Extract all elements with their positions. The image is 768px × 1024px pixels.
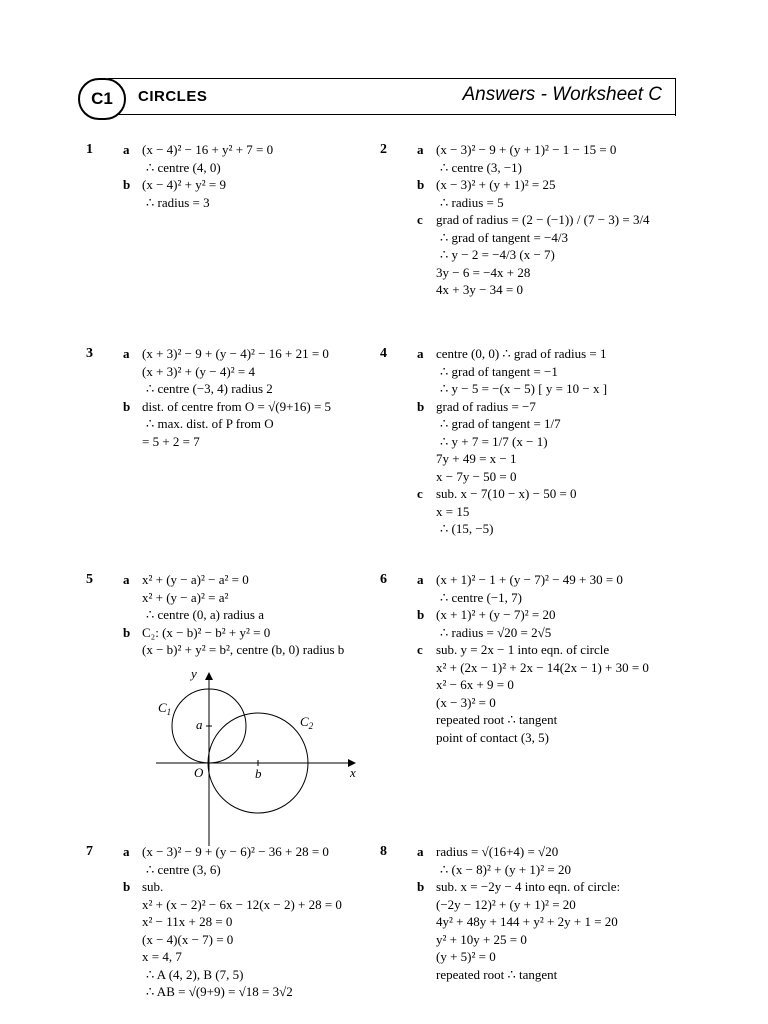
answer-line: ∴ (x − 8)² + (y + 1)² = 20 <box>440 861 571 877</box>
answer-line: y² + 10y + 25 = 0 <box>436 931 527 947</box>
label-origin: O <box>194 765 204 780</box>
question-number: 2 <box>380 142 387 157</box>
answer-line: ∴ radius = 3 <box>146 194 210 210</box>
answer-line: 4y² + 48y + 144 + y² + 2y + 1 = 20 <box>436 914 618 929</box>
answer-line: 4x + 3y − 34 = 0 <box>436 282 523 297</box>
answer-line: ∴ radius = 5 <box>440 194 504 210</box>
y-axis-arrow <box>205 672 213 680</box>
answer-line: ∴ grad of tangent = 1/7 <box>440 416 561 431</box>
answer-line: ∴ centre (4, 0) <box>146 159 221 175</box>
part-label: a <box>417 346 424 361</box>
answer-line: (x − b)² + y² = b², centre (b, 0) radius b <box>142 642 345 657</box>
answer-line: ∴ radius = √20 = 2√5 <box>440 624 552 640</box>
label-x: x <box>350 765 356 780</box>
answer-line: (x + 3)² − 9 + (y − 4)² − 16 + 21 = 0 <box>142 346 329 361</box>
answer-line: ∴ (15, −5) <box>440 521 494 536</box>
part-label: b <box>417 177 425 192</box>
answer-line: x² + (x − 2)² − 6x − 12(x − 2) + 28 = 0 <box>142 896 342 912</box>
answer-line: repeated root ∴ tangent <box>436 966 558 982</box>
answer-line: x − 7y − 50 = 0 <box>436 468 517 484</box>
answer-line: x = 4, 7 <box>142 949 182 964</box>
part-label: b <box>417 398 425 414</box>
answer-line: ∴ centre (−1, 7) <box>440 589 523 605</box>
answer-line: ∴ grad of tangent = −1 <box>440 363 558 379</box>
answer-line: point of contact (3, 5) <box>436 729 549 745</box>
header-top-rule <box>108 78 676 79</box>
answer-line: ∴ max. dist. of P from O <box>146 416 274 431</box>
answer-line: x² − 6x + 9 = 0 <box>436 677 514 692</box>
part-label: b <box>417 607 425 622</box>
answer-line: ∴ centre (3, −1) <box>440 159 523 175</box>
label-b: b <box>255 766 262 781</box>
answer-line: ∴ AB = √(9+9) = √18 = 3√2 <box>146 984 293 999</box>
answer-line: x² + (y − a)² − a² = 0 <box>142 572 249 587</box>
part-label: a <box>417 572 424 587</box>
answer-line: (x + 1)² − 1 + (y − 7)² − 49 + 30 = 0 <box>436 572 623 587</box>
answer-line: 7y + 49 = x − 1 <box>436 451 517 466</box>
part-label: c <box>417 642 423 657</box>
label-a: a <box>196 717 203 732</box>
part-label: b <box>123 624 131 640</box>
part-label: a <box>417 142 424 157</box>
question-number: 1 <box>86 142 93 157</box>
answer-line: (x − 3)² − 9 + (y − 6)² − 36 + 28 = 0 <box>142 844 329 859</box>
label-y: y <box>191 666 197 681</box>
answer-line: (x + 3)² + (y − 4)² = 4 <box>142 363 255 379</box>
part-label: a <box>417 844 424 859</box>
answer-line: 3y − 6 = −4x + 28 <box>436 264 531 280</box>
answer-line: radius = √(16+4) = √20 <box>436 844 559 859</box>
answer-line: sub. x − 7(10 − x) − 50 = 0 <box>436 486 577 501</box>
part-label: a <box>123 572 130 587</box>
answer-line: repeated root ∴ tangent <box>436 712 558 727</box>
answer-line: (x − 3)² − 9 + (y + 1)² − 1 − 15 = 0 <box>436 142 617 157</box>
chapter-badge: C1 <box>78 78 126 120</box>
part-label: a <box>123 346 130 361</box>
answer-line: C₂: (x − b)² − b² + y² = 0 <box>142 624 271 640</box>
answer-line: x² − 11x + 28 = 0 <box>142 914 233 929</box>
label-c1: $C_1$ <box>158 700 172 717</box>
question-number: 5 <box>86 572 93 587</box>
answer-line: (−2y − 12)² + (y + 1)² = 20 <box>436 896 576 912</box>
answer-line: ∴ y − 2 = −4/3 (x − 7) <box>440 247 555 262</box>
question-number: 6 <box>380 572 387 587</box>
part-label: c <box>417 212 423 227</box>
answer-line: (x − 4)² + y² = 9 <box>142 177 226 192</box>
part-label: a <box>123 142 130 157</box>
answer-line: (x − 3)² + (y + 1)² = 25 <box>436 177 556 192</box>
part-label: c <box>417 486 423 501</box>
worksheet-title: Answers - Worksheet C <box>462 84 662 105</box>
answer-line: (y + 5)² = 0 <box>436 949 496 964</box>
answer-line: ∴ centre (−3, 4) radius 2 <box>146 381 273 396</box>
answer-line: ∴ y + 7 = 1/7 (x − 1) <box>440 433 548 449</box>
answer-line: dist. of centre from O = √(9+16) = 5 <box>142 398 332 414</box>
worksheet-header <box>78 78 676 116</box>
answer-line: grad of radius = (2 − (−1)) / (7 − 3) = 3/4 <box>436 212 650 227</box>
answer-line: (x − 4)(x − 7) = 0 <box>142 931 234 947</box>
part-label: b <box>417 879 425 894</box>
answer-line: grad of radius = −7 <box>436 398 536 414</box>
question-number: 4 <box>380 346 387 361</box>
topic-title: CIRCLES <box>138 88 208 105</box>
answer-line: centre (0, 0) ∴ grad of radius = 1 <box>436 346 607 361</box>
answer-line: (x − 4)² − 16 + y² + 7 = 0 <box>142 142 274 157</box>
answer-line: ∴ A (4, 2), B (7, 5) <box>146 966 244 982</box>
header-bottom-rule <box>108 114 676 115</box>
answer-line: sub. y = 2x − 1 into eqn. of circle <box>436 642 610 657</box>
answer-line: ∴ grad of tangent = −4/3 <box>440 229 568 245</box>
part-label: b <box>123 398 131 414</box>
question-number: 8 <box>380 844 387 859</box>
answer-line: (x − 3)² = 0 <box>436 694 496 710</box>
circles-diagram <box>150 664 370 848</box>
answer-line: ∴ centre (0, a) radius a <box>146 607 264 622</box>
header-right-rule <box>675 78 676 116</box>
question-number: 7 <box>86 844 93 859</box>
answer-line: sub. x = −2y − 4 into eqn. of circle: <box>436 879 621 894</box>
answer-line: ∴ y − 5 = −(x − 5) [ y = 10 − x ] <box>440 381 608 396</box>
part-label: b <box>123 177 131 192</box>
answer-line: ∴ centre (3, 6) <box>146 861 221 877</box>
answer-line: x = 15 <box>436 503 470 519</box>
answer-line: x² + (y − a)² = a² <box>142 589 229 605</box>
part-label: a <box>123 844 130 859</box>
answer-line: (x + 1)² + (y − 7)² = 20 <box>436 607 556 622</box>
label-c2: $C_2$ <box>300 714 314 731</box>
answer-line: = 5 + 2 = 7 <box>142 433 200 449</box>
answer-line: x² + (2x − 1)² + 2x − 14(2x − 1) + 30 = 0 <box>436 659 649 675</box>
part-label: b <box>123 879 131 894</box>
question-number: 3 <box>86 346 93 361</box>
answer-line: sub. <box>142 879 164 894</box>
